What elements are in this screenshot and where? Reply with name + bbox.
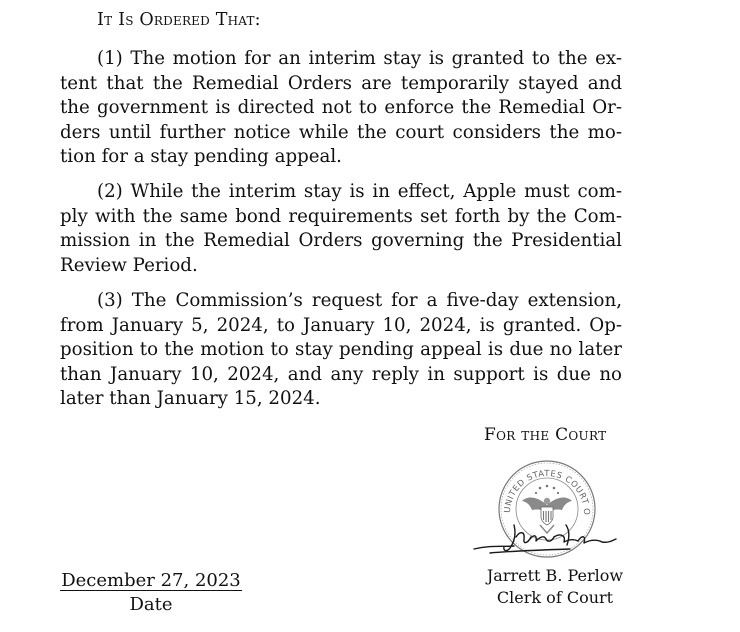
date-block — [58, 570, 244, 616]
clerk-title: Clerk of Court — [496, 588, 614, 607]
order-heading: It Is Ordered That: — [97, 10, 261, 30]
clerk-signature-block — [470, 565, 640, 609]
paragraph-line: (3) The Commission’s request for a five-day extension, — [97, 290, 622, 311]
paragraph-line: tion for a stay pending appeal. — [60, 146, 342, 168]
order-paragraph-3 — [60, 289, 622, 412]
seal-ring-text: UNITED STATES COURT O — [501, 467, 593, 516]
paragraph-line: Review Period. — [60, 254, 198, 276]
paragraph-line: from January 5, 2024, to January 10, 2024, is granted. Op- — [60, 314, 622, 336]
paragraph-line: mission in the Remedial Orders governing the Presidential — [60, 230, 622, 252]
paragraph-line: (2) While the interim stay is in effect, Apple must com- — [97, 181, 622, 202]
paragraph-line: tent that the Remedial Orders are temporarily stayed and — [60, 72, 622, 94]
seal-and-signature — [470, 455, 650, 565]
paragraph-line: than January 10, 2024, and any reply in support is due no — [60, 363, 622, 385]
paragraph-line: position to the motion to stay pending appeal is due no later — [60, 339, 622, 361]
clerk-name: Jarrett B. Perlow — [486, 566, 624, 585]
paragraph-line: later than January 15, 2024. — [60, 388, 321, 410]
for-the-court-label: For the Court — [484, 425, 607, 445]
paragraph-line: (1) The motion for an interim stay is granted to the ex- — [97, 48, 622, 69]
paragraph-line: ders until further notice while the court considers the mo- — [60, 121, 622, 143]
court-seal-eagle-icon — [470, 455, 650, 565]
paragraph-line: the government is directed not to enforce the Remedial Or- — [60, 97, 622, 119]
order-paragraph-2 — [60, 180, 622, 278]
order-date: December 27, 2023 — [61, 570, 241, 591]
date-label: Date — [129, 594, 173, 615]
order-paragraph-1 — [60, 47, 622, 170]
paragraph-line: ply with the same bond requirements set forth by the Com- — [60, 205, 622, 227]
